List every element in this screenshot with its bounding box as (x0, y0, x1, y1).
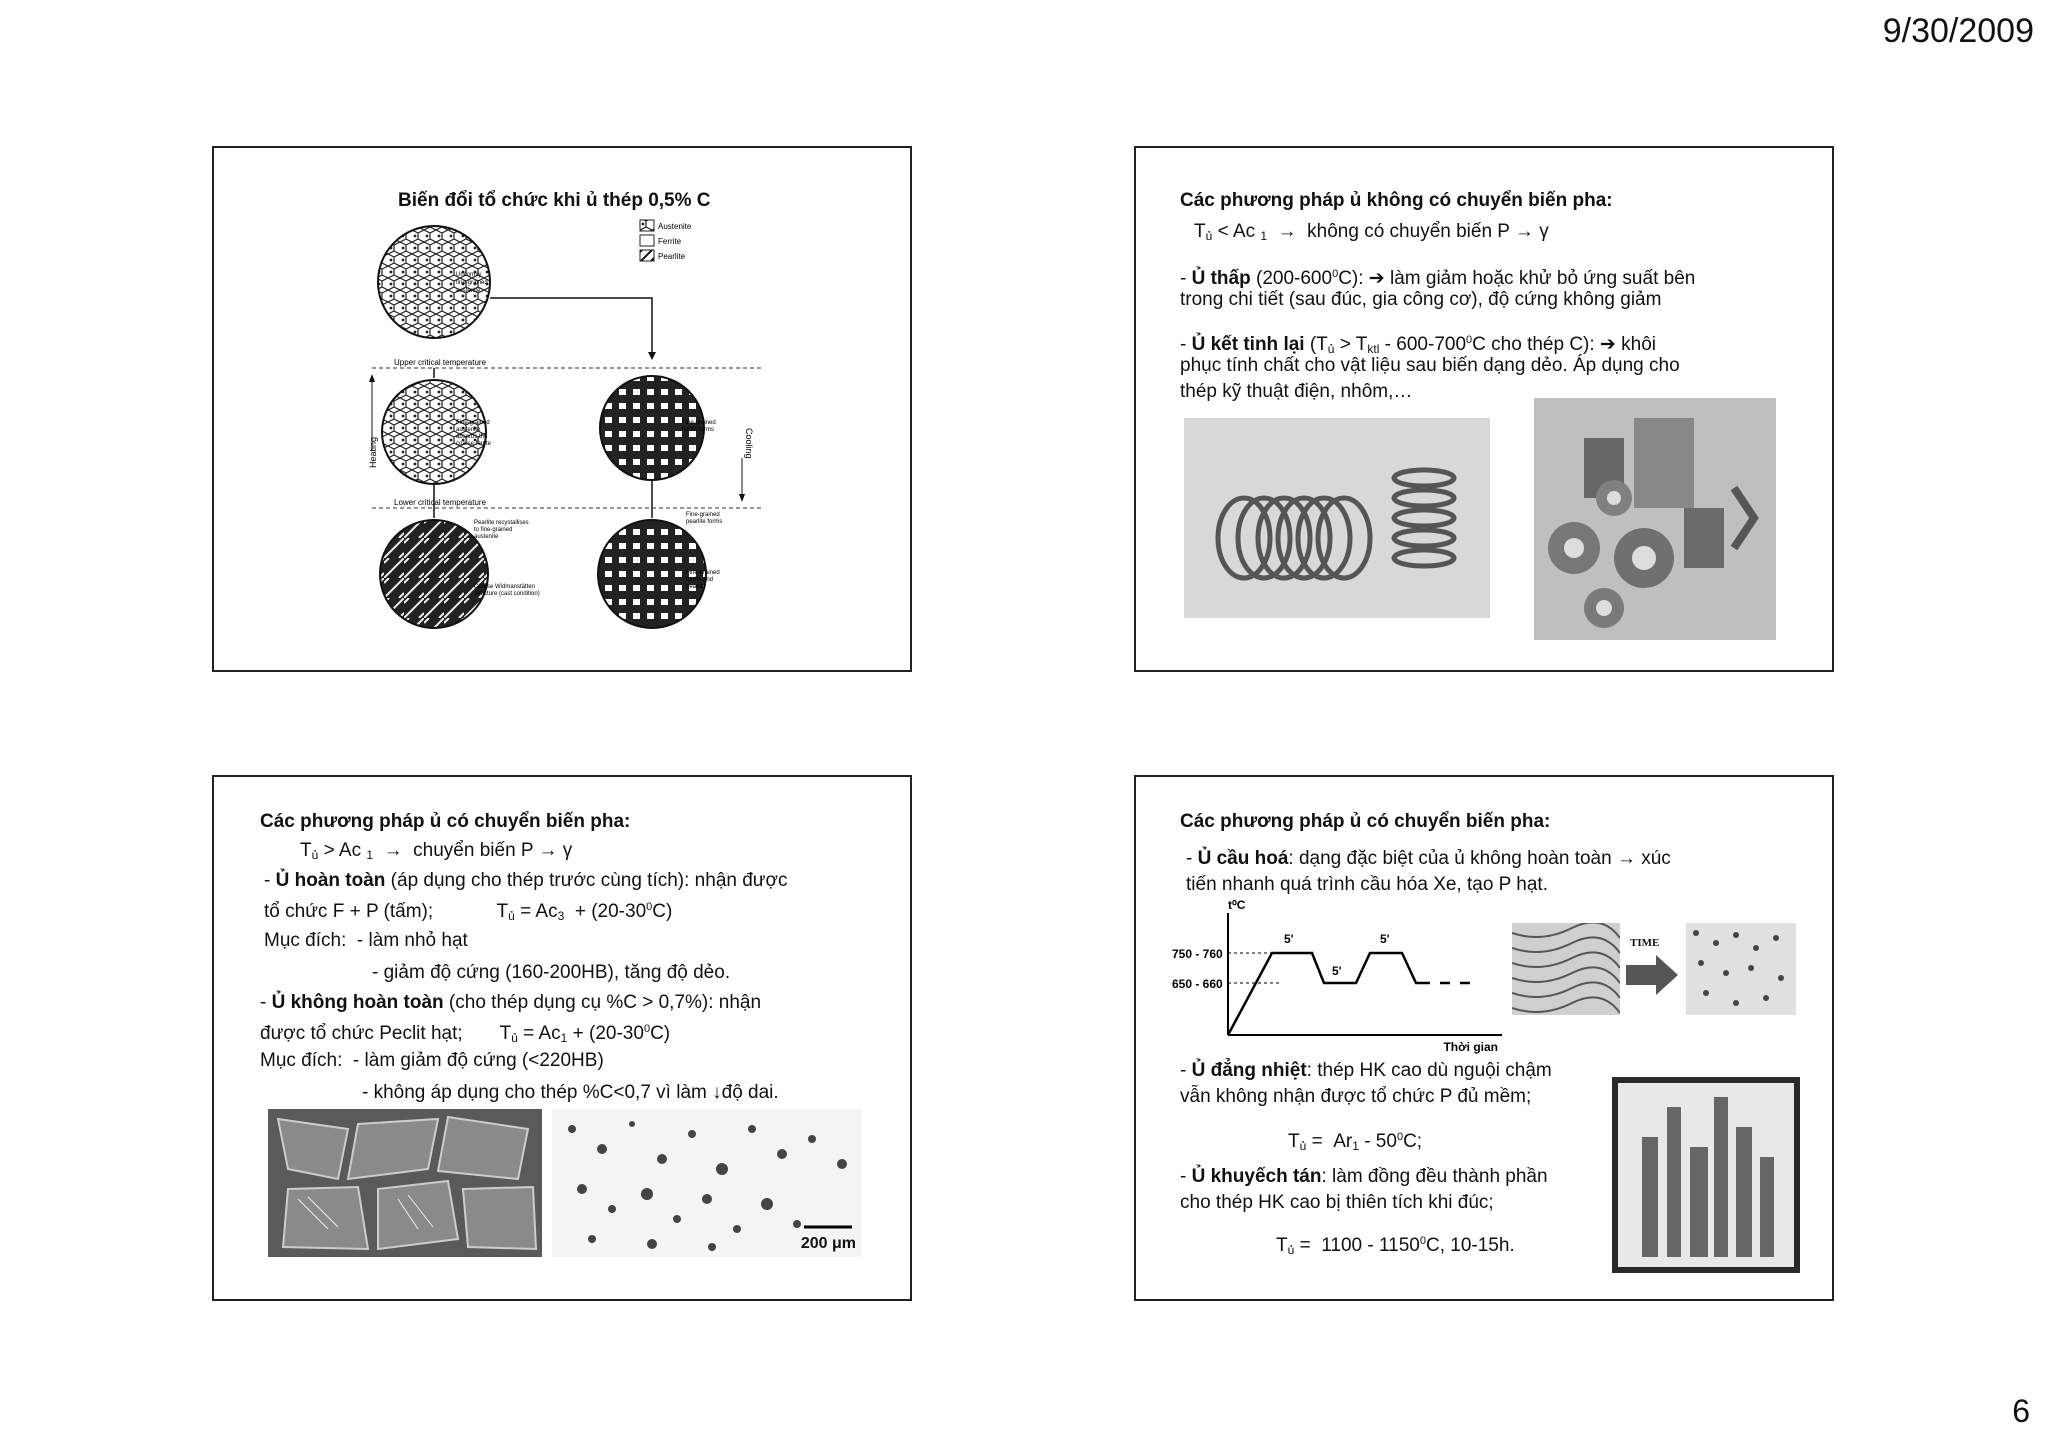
microstructure-photo-2 (552, 1109, 862, 1257)
tick-750: 750 - 760 (1172, 947, 1223, 961)
low-anneal-line-2: trong chi tiết (sau đúc, gia công cơ), độ cứng không giảm (1180, 289, 1662, 310)
slide-title: Các phương pháp ủ có chuyển biến pha: (260, 811, 631, 832)
diffusion-temp: $T_ủ = 1100 - 1150^0C$, 10-15h. (1276, 1235, 1515, 1257)
label-d3: austenite (474, 534, 499, 540)
label-f2: structure (cast condition) (474, 591, 540, 597)
label-d2: to fine-grained (474, 527, 513, 533)
label-c2: ferrite forms (682, 427, 715, 433)
diffusion-line-1: - Ủ khuyếch tán: làm đồng đều thành phần (1180, 1166, 1548, 1187)
purpose-1: Mục đích: - làm nhỏ hạt (264, 930, 468, 951)
label-e2: pearlite forms (686, 519, 723, 525)
tick-650: 650 - 660 (1172, 977, 1223, 991)
purpose-2: - giảm độ cứng (160-200HB), tăng độ dẻo. (372, 962, 731, 983)
isothermal-line-1: - Ủ đẳng nhiệt: thép HK cao dù nguội chậm (1180, 1060, 1552, 1081)
slide-annealing-diagram (212, 146, 912, 672)
low-anneal-line-1: - Ủ thấp $(200-600^0C)$: ➔ làm giảm hoặc khử bỏ ứng suất bên (1180, 268, 1696, 289)
recryst-line-1: - Ủ kết tinh lại ($T_ủ > T_{ktl} - 600-700^0C$ cho thép C): ➔ khôi (1180, 334, 1656, 356)
hold-5b: 5' (1332, 964, 1342, 978)
legend-pearlite: Pearlite (658, 252, 686, 261)
temperature-time-chart (1172, 895, 1512, 1055)
circle-widmanstatten (380, 520, 488, 628)
springs-photo (1184, 418, 1490, 618)
phase-transformation-diagram (364, 218, 784, 638)
arrow-icon (1626, 955, 1678, 995)
slide-annealing-no-phase (1134, 146, 1834, 672)
scale-bar-label: 200 μm (800, 1235, 856, 1252)
hold-5c: 5' (1380, 932, 1390, 946)
slide-title: Các phương pháp ủ không có chuyển biến pha: (1180, 190, 1613, 211)
purpose-4: - không áp dụng cho thép %C<0,7 vì làm ↓độ dai. (362, 1082, 779, 1103)
condition-line: $T_ủ > Ac$ $_1$ → chuyển biến P → γ (300, 840, 573, 862)
page-number: 6 (2012, 1393, 2030, 1429)
partial-anneal-line-1: - Ủ không hoàn toàn (cho thép dụng cụ %C > 0,7%): nhận (260, 992, 762, 1013)
recryst-line-2: phục tính chất cho vật liệu sau biến dạng dẻo. Áp dụng cho (1180, 355, 1680, 376)
cutting-tools-photo (1612, 1077, 1800, 1273)
label-d1: Pearlite recystallises (474, 520, 529, 526)
legend-ferrite: Ferrite (658, 237, 682, 246)
full-anneal-line-2: tổ chức F + P (tấm); $T_ủ = Ac_3 + (20-30^0C)$ (264, 901, 673, 923)
spheroidized-photo (1686, 923, 1796, 1015)
magnetic-cores-photo (1534, 398, 1776, 640)
label-c1: Fine-grained (682, 420, 716, 426)
partial-anneal-line-2: được tổ chức Peclit hạt; $T_ủ = Ac_1 + (20-30^0C)$ (260, 1023, 671, 1045)
purpose-3: Mục đích: - làm giảm độ cứng (<220HB) (260, 1050, 604, 1071)
slide-title: Biến đổi tổ chức khi ủ thép 0,5% C (398, 190, 711, 211)
slide-annealing-methods (1134, 775, 1834, 1301)
label-b2: austenite (456, 427, 481, 433)
label-g1: Fine-grained (686, 570, 720, 576)
upper-critical-label: Upper critical temperature (394, 358, 487, 367)
lamellar-pearlite-photo (1512, 923, 1620, 1015)
label-g2: ferrite and (686, 577, 714, 583)
microstructure-photo-1 (268, 1109, 542, 1257)
label-e1: Fine-grained (686, 512, 720, 518)
cooling-label: Cooling (744, 428, 754, 459)
diffusion-line-2: cho thép HK cao bị thiên tích khi đúc; (1180, 1192, 1494, 1213)
axis-time-label: Thời gian (1443, 1040, 1498, 1054)
spheroidize-line-2: tiến nhanh quá trình cầu hóa Xe, tạo P hạt. (1186, 874, 1548, 895)
legend-austenite: Austenite (658, 222, 692, 231)
label-f1: Coarse Widmanstätten (474, 584, 536, 590)
heating-label: Heating (368, 436, 378, 468)
label-b4: coarse ferrite (456, 441, 492, 447)
header-date: 9/30/2009 (1882, 12, 2034, 50)
axis-temp-label: t⁰C (1228, 898, 1246, 912)
slide-title: Các phương pháp ủ có chuyển biến pha: (1180, 811, 1551, 832)
lower-critical-label: Lower critical temperature (394, 498, 487, 507)
full-anneal-line-1: - Ủ hoàn toàn (áp dụng cho thép trước cùng tích): nhận được (264, 870, 788, 891)
slide-annealing-with-phase (212, 775, 912, 1301)
label-b1: Fine-grained (456, 420, 490, 426)
label-g3: pearlite (686, 584, 706, 590)
spheroidize-line-1: - Ủ cầu hoá: dạng đặc biệt của ủ không hoàn toàn → xúc (1186, 848, 1671, 869)
label-b3: absorbs the (456, 434, 488, 440)
isothermal-line-2: vẫn không nhận được tổ chức P đủ mềm; (1180, 1086, 1532, 1107)
isothermal-temp: $T_ủ = Ar_1 - 50^0C$; (1288, 1131, 1423, 1153)
label-a2: fine-grained (456, 280, 488, 286)
label-a1: Uniformly (456, 272, 482, 278)
label-a3: austenite (456, 288, 481, 294)
condition-line: $T_ủ < Ac$ $_1$ → không có chuyển biến P → γ (1194, 221, 1549, 243)
recryst-line-3: thép kỹ thuật điện, nhôm,… (1180, 381, 1413, 402)
heat-cycle-line (1228, 953, 1430, 1035)
hold-5a: 5' (1284, 932, 1294, 946)
time-arrow-label: TIME (1630, 937, 1660, 949)
